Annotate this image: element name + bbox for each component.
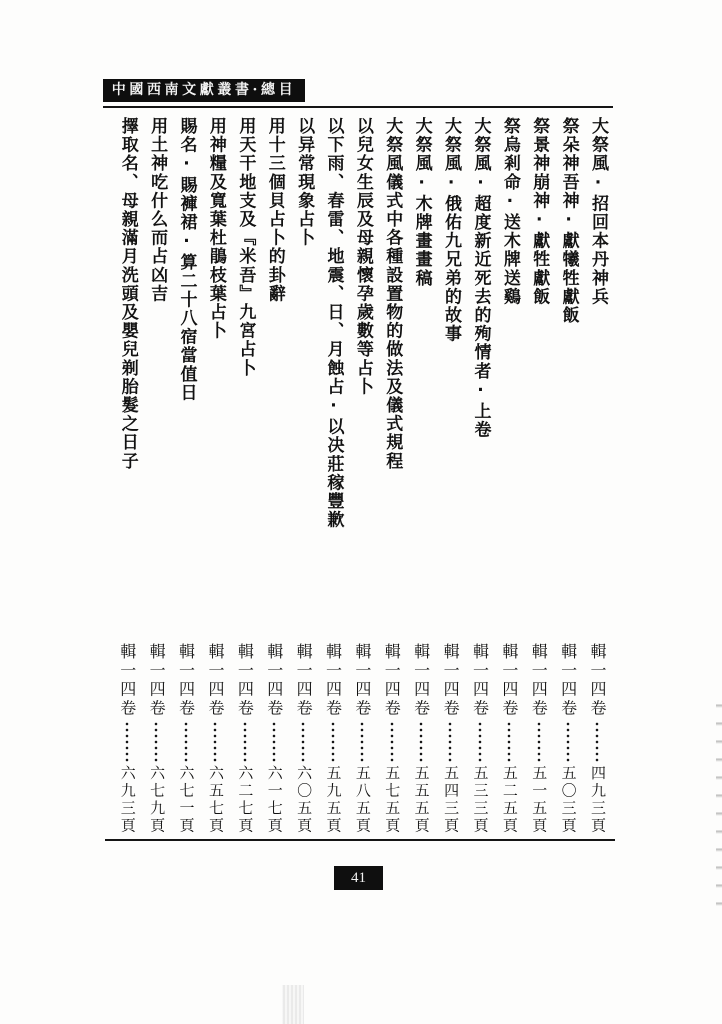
entry-page-reference [259, 643, 288, 835]
footer-rule [105, 839, 615, 841]
entry-title: 祭朵神吾神·獻犧牲獻飯 [558, 117, 579, 325]
dot-leader [243, 720, 247, 762]
entry-page-reference [289, 643, 318, 835]
volume-label: 輯一四卷 [117, 643, 137, 719]
entry-page-reference [318, 643, 347, 835]
entry-title: 祭烏剎命·送木牌送鷄 [499, 117, 520, 306]
entry-page-reference [465, 643, 494, 835]
page-label: 五九五頁 [324, 765, 343, 836]
toc-entry [142, 115, 171, 840]
entry-title: 用天干地支及『米吾』九宮占卜 [235, 117, 256, 378]
page-label: 五一五頁 [530, 765, 549, 836]
page-label: 六九三頁 [118, 765, 137, 836]
page-label: 六七一頁 [177, 765, 196, 836]
page-number-box [334, 866, 383, 890]
page-number: 41 [351, 870, 366, 886]
page-label: 六一七頁 [265, 765, 284, 836]
toc-entry [553, 115, 582, 840]
entry-title: 大祭風·招回本丹神兵 [588, 117, 608, 306]
entry-page-reference [112, 643, 141, 835]
entry-page-reference [583, 643, 612, 835]
toc-entry [465, 115, 494, 840]
volume-label: 輯一四卷 [382, 643, 402, 719]
toc-entry [259, 115, 288, 840]
dot-leader [566, 720, 570, 762]
entry-page-reference [553, 643, 582, 835]
entry-page-reference [201, 643, 230, 835]
entry-page-reference [494, 643, 523, 835]
dot-leader [125, 720, 129, 762]
dot-leader [390, 720, 394, 762]
volume-label: 輯一四卷 [147, 643, 167, 719]
dot-leader [478, 720, 482, 762]
entry-page-reference [230, 643, 259, 835]
entry-page-reference [377, 643, 406, 835]
dot-leader [331, 720, 335, 762]
volume-label: 輯一四卷 [529, 643, 549, 719]
entry-title: 大祭風·超度新近死去的殉情者·上卷 [470, 117, 491, 440]
dot-leader [213, 720, 217, 762]
toc-entry [524, 115, 553, 840]
toc-entry [377, 115, 406, 840]
page-label: 五〇三頁 [559, 765, 578, 836]
toc-entry [494, 115, 523, 840]
dot-leader [154, 720, 158, 762]
dot-leader [507, 720, 511, 762]
entry-page-reference [171, 643, 200, 835]
header-rule [103, 106, 613, 108]
page-label: 五八五頁 [353, 765, 372, 836]
table-of-contents [112, 115, 612, 840]
page-label: 六五七頁 [206, 765, 225, 836]
page-label: 六〇五頁 [295, 765, 314, 836]
dot-leader [360, 720, 364, 762]
entry-title: 用土神吃什么而占凶吉 [147, 117, 168, 303]
volume-label: 輯一四卷 [558, 643, 578, 719]
dot-leader [272, 720, 276, 762]
entry-title: 以异常現象占卜 [294, 117, 315, 248]
entry-page-reference [436, 643, 465, 835]
entry-title: 擇取名、母親滿月洗頭及嬰兒剃胎髮之日子 [117, 117, 138, 471]
volume-label: 輯一四卷 [499, 643, 519, 719]
toc-entry [201, 115, 230, 840]
volume-label: 輯一四卷 [441, 643, 461, 719]
toc-entry [112, 115, 141, 840]
entry-page-reference [347, 643, 376, 835]
page-label: 六二七頁 [236, 765, 255, 836]
scan-artifact [282, 985, 304, 1024]
entry-page-reference [406, 643, 435, 835]
toc-entry [230, 115, 259, 840]
entry-title: 以兒女生辰及母親懷孕歲數等占卜 [352, 117, 373, 396]
toc-entry [406, 115, 435, 840]
page-label: 五四三頁 [442, 765, 461, 836]
page-label: 五二五頁 [500, 765, 519, 836]
volume-label: 輯一四卷 [470, 643, 490, 719]
volume-label: 輯一四卷 [205, 643, 225, 719]
page-label: 四九三頁 [589, 765, 608, 836]
toc-entry [171, 115, 200, 840]
scan-artifact [716, 690, 722, 920]
volume-label: 輯一四卷 [176, 643, 196, 719]
dot-leader [537, 720, 541, 762]
dot-leader [419, 720, 423, 762]
volume-label: 輯一四卷 [323, 643, 343, 719]
entry-title: 大祭風儀式中各種設置物的做法及儀式規程 [382, 117, 403, 471]
entry-title: 大祭風·木牌畫畫稿 [411, 117, 432, 288]
series-title-banner [103, 79, 305, 102]
volume-label: 輯一四卷 [352, 643, 372, 719]
entry-title: 大祭風·俄佑九兄弟的故事 [441, 117, 462, 344]
entry-title: 以下雨、春雷、地震、日、月蝕占·以决莊稼豐歉 [323, 117, 344, 530]
volume-label: 輯一四卷 [411, 643, 431, 719]
entry-page-reference [142, 643, 171, 835]
dot-leader [301, 720, 305, 762]
page-label: 五七五頁 [383, 765, 402, 836]
volume-label: 輯一四卷 [294, 643, 314, 719]
entry-title: 賜名·賜褲裙·算二十八宿當值日 [176, 117, 197, 402]
entry-title: 祭景神崩神·獻牲獻飯 [529, 117, 550, 306]
toc-entry [318, 115, 347, 840]
volume-label: 輯一四卷 [264, 643, 284, 719]
dot-leader [184, 720, 188, 762]
dot-leader [595, 720, 599, 762]
toc-entry [583, 115, 612, 840]
toc-entry [347, 115, 376, 840]
dot-leader [448, 720, 452, 762]
volume-label: 輯一四卷 [588, 643, 608, 719]
page-label: 五五五頁 [412, 765, 431, 836]
entry-title: 用十三個貝占卜的卦辭 [264, 117, 285, 303]
toc-entry [289, 115, 318, 840]
page-label: 五三三頁 [471, 765, 490, 836]
entry-page-reference [524, 643, 553, 835]
series-title: 中國西南文獻叢書·總目 [111, 82, 297, 98]
page-label: 六七九頁 [148, 765, 167, 836]
entry-title: 用神糧及寬葉杜鵑枝葉占卜 [205, 117, 226, 341]
toc-entry [436, 115, 465, 840]
volume-label: 輯一四卷 [235, 643, 255, 719]
